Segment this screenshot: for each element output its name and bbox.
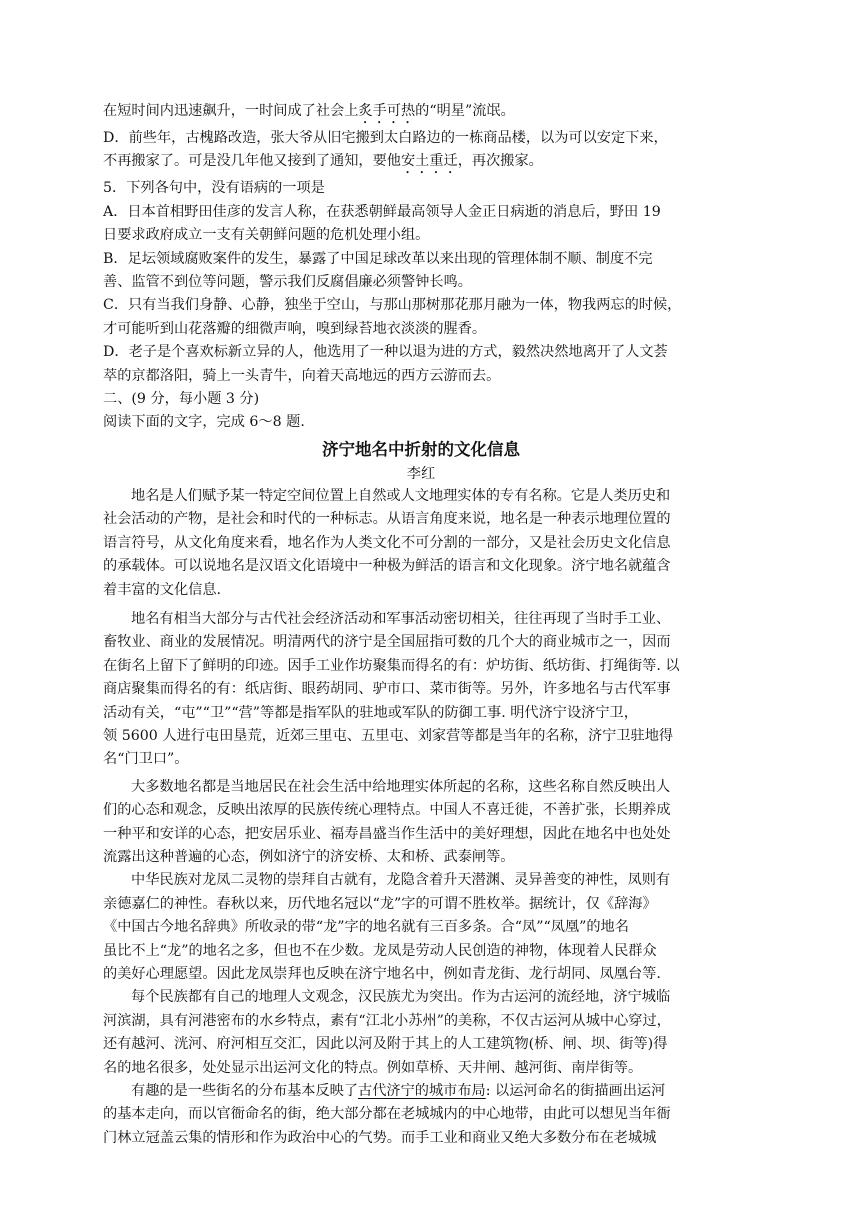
paragraph-line: 在街名上留下了鲜明的印迹。因手工业作坊聚集而得名的有：炉坊街、纸坊街、打绳街等. 以 [103, 657, 680, 674]
paragraph-line: 《中国古今地名辞典》所收录的带“龙”字的地名就有三百多条。合“凤”“凤凰”的地名 [103, 919, 629, 936]
text-segment: : 以运河命名的街描画出运河 [485, 1083, 666, 1100]
paragraph-line: 名的地名很多，处处显示出运河文化的特点。例如草桥、天井闸、越河街、南岸街等。 [103, 1059, 643, 1076]
paragraph-line: 一种平和安详的心态，把安居乐业、福寿昌盛当作生活中的美好理想，因此在地名中也处处 [103, 825, 671, 842]
paragraph-line: 地名是人们赋予某一特定空间位置上自然或人文地理实体的专有名称。它是人类历史和 [131, 487, 671, 504]
paragraph-line: 领 5600 人进行屯田垦荒，近郊三里屯、五里屯、刘家营等都是当年的名称，济宁卫驻地得 [103, 727, 674, 744]
q5-option-d-line-2: 萃的京都洛阳，骑上一头青牛，向着天高地远的西方云游而去。 [103, 367, 501, 384]
paragraph-3 [103, 776, 739, 870]
paragraph-line: 活动有关，“屯”“卫”“营”等都是指军队的驻地或军队的防御工事. 明代济宁设济宁卫， [103, 704, 638, 721]
q5-option-b-line-1: B．足坛领域腐败案件的发生，暴露了中国足球改革以来出现的管理体制不顺、制度不完 [103, 250, 653, 267]
article-author: 李红 [406, 465, 436, 482]
paragraph-4 [103, 869, 739, 986]
paragraph-line: 社会活动的产物，是社会和时代的一种标志。从语言角度来说，地名是一种表示地理位置的 [103, 511, 671, 528]
paragraph-line: 们的心态和观念，反映出浓厚的民族传统心理特点。中国人不喜迁徙，不善扩张，长期养成 [103, 802, 671, 819]
paragraph-line: 名“门卫口”。 [103, 751, 189, 768]
q5-option-c-line-2: 才可能听到山花落瓣的细微声响，嗅到绿苔地衣淡淡的腥香。 [103, 320, 487, 337]
paragraph-line: 商店聚集而得名的有：纸店街、眼药胡同、驴市口、菜市街等。另外，许多地名与古代军事 [103, 681, 671, 698]
text-segment: 不再搬家了。可是没几年他又接到了通知，要他 [103, 153, 401, 170]
underlined-phrase: 古代济宁的城市布局 [358, 1083, 486, 1100]
paragraph-2 [103, 608, 739, 772]
paragraph-1 [103, 485, 739, 602]
prev-option-c-tail [103, 100, 739, 127]
paragraph-line: 虽比不上“龙”的地名之多，但也不在少数。龙凤是劳动人民创造的神物，体现着人民群众 [103, 942, 657, 959]
q5-option-a-line-2: 日要求政府成立一支有关朝鲜问题的危机处理小组。 [103, 227, 430, 244]
paragraph-line: 还有越河、洸河、府河相互交汇，因此以河及附于其上的人工建筑物(桥、闸、坝、街等)得 [103, 1036, 668, 1053]
paragraph-line: 亲德嘉仁的神性。春秋以来，历代地名冠以“龙”字的可谓不胜枚举。据统计，仅《辞海》 [103, 895, 657, 912]
document-page [103, 100, 739, 1150]
paragraph-line: 着丰富的文化信息. [103, 581, 222, 598]
q5-option-a-line-1: A．日本首相野田佳彦的发言人称，在获悉朝鲜最高领导人金正日病逝的消息后，野田 19 [103, 203, 661, 220]
paragraph-line: 地名有相当大部分与古代社会经济活动和军事活动密切相关，往往再现了当时手工业、 [131, 610, 671, 627]
paragraph-line: 的美好心理愿望。因此龙凤崇拜也反映在济宁地名中，例如青龙街、龙行胡同、凤凰台等. [103, 966, 661, 982]
paragraph-line: 大多数地名都是当地居民在社会生活中给地理实体所起的名称，这些名称自然反映出人 [131, 778, 671, 795]
paragraph-6 [103, 1080, 739, 1150]
option-d-line-2 [103, 150, 739, 177]
dotted-phrase: 安土重迁 [400, 153, 458, 170]
paragraph-line: 的基本走向，而以官衙命名的街，绝大部分都在老城城内的中心地带，由此可以想见当年衙 [103, 1106, 671, 1123]
text-segment: 有趣的是一些街名的分布基本反映了 [131, 1083, 359, 1100]
q5-option-d-line-1: D．老子是个喜欢标新立异的人，他选用了一种以退为进的方式，毅然决然地离开了人文荟 [103, 344, 668, 361]
paragraph-line: 河滨湖，具有河港密布的水乡特点，素有“江北小苏州”的美称，不仅古运河从城中心穿过， [103, 1012, 671, 1029]
q5-option-b-line-2: 善、监管不到位等问题，警示我们反腐倡廉必须警钟长鸣。 [103, 274, 472, 291]
reading-instruction: 阅读下面的文字，完成 6～8 题. [103, 414, 305, 431]
article-title: 济宁地名中折射的文化信息 [322, 439, 520, 459]
text-segment: ，再次搬家。 [457, 153, 543, 170]
question-5-stem: 5．下列各句中，没有语病的一项是 [103, 180, 325, 197]
text-segment: 的“明星”流氓。 [415, 103, 515, 119]
text-segment: 在短时间内迅速飙升，一时间成了社会上 [103, 103, 359, 119]
section-heading: 二、(9 分，每小题 3 分) [103, 391, 260, 408]
q5-option-c-line-1: C．只有当我们身静、心静，独坐于空山，与那山那树那花那月融为一体，物我两忘的时候， [103, 297, 682, 314]
paragraph-line [103, 1080, 739, 1103]
paragraph-line: 畜牧业、商业的发展情况。明清两代的济宁是全国屈指可数的几个大的商业城市之一，因而 [103, 634, 671, 651]
paragraph-5 [103, 986, 739, 1080]
paragraph-line: 流露出这种普遍的心态，例如济宁的济安桥、太和桥、武泰闸等。 [103, 848, 515, 865]
paragraph-line: 门林立冠盖云集的情形和作为政治中心的气势。而手工业和商业又绝大多数分布在老城城 [103, 1129, 657, 1146]
paragraph-line: 每个民族都有自己的地理人文观念，汉民族尤为突出。作为古运河的流经地，济宁城临 [131, 989, 671, 1006]
paragraph-line: 的承载体。可以说地名是汉语文化语境中一种极为鲜活的语言和文化现象。济宁地名就蕴含 [103, 558, 671, 575]
dotted-phrase: 炙手可热 [358, 103, 416, 119]
paragraph-line: 语言符号，从文化角度来看，地名作为人类文化不可分割的一部分，又是社会历史文化信息 [103, 534, 671, 551]
option-d-line-1: D．前些年，古槐路改造，张大爷从旧宅搬到太白路边的一栋商品楼，以为可以安定下来， [103, 130, 668, 146]
paragraph-line: 中华民族对龙凤二灵物的崇拜自古就有，龙隐含着升天潜渊、灵异善变的神性，凤则有 [131, 872, 671, 889]
